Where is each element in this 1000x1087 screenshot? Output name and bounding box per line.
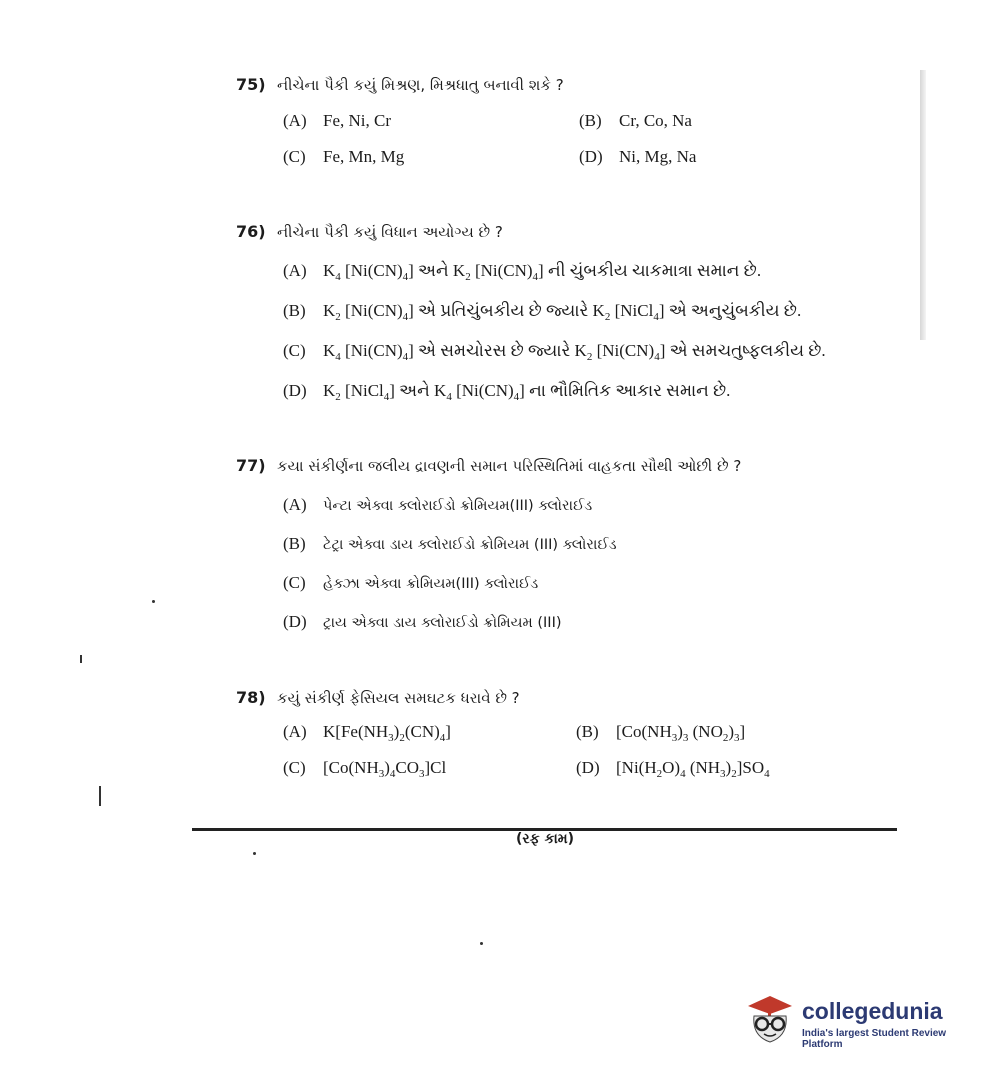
option-76-a [283,259,761,283]
option-text: Cr, Co, Na [619,111,692,130]
question-78 [236,686,520,710]
option-text: $K_4$ $[Ni(CN)_4]$ એ સમચોરસ છે જ્યારે $K_2$ $[Ni(CN)_4]$ એ સમચતુષ્ફલકીય છે. [323,341,826,363]
question-76 [236,220,503,244]
option-75-c [283,145,404,169]
option-label: (A) [283,111,307,130]
option-75-b [579,109,692,133]
option-label: (B) [576,722,599,741]
question-number: 78) [236,688,266,707]
option-label: (C) [283,758,306,777]
option-text: પેન્ટા એક્વા ક્લોરાઈડો ક્રોમિયમ(III) ક્લોરાઈડ [323,498,593,514]
question-text: નીચેના પૈકી કયું મિશ્રણ, મિશ્રધાતુ બનાવી શકે ? [276,76,564,94]
collegedunia-logo [742,992,967,1052]
scan-dot [152,600,155,603]
option-text: ટ્રાય એક્વા ડાય ક્લોરાઈડો ક્રોમિયમ (III) [323,615,562,631]
scan-edge-shadow [920,70,926,340]
option-label: (D) [576,758,600,777]
option-77-d [283,610,562,635]
option-text: Fe, Ni, Cr [323,111,391,130]
option-77-c [283,571,538,596]
question-number: 76) [236,222,266,241]
scan-mark [99,786,101,806]
option-label: (D) [283,381,307,400]
option-text: ટેટ્રા એક્વા ડાય ક્લોરાઈડો ક્રોમિયમ (III) ક્લોરાઈડ [323,537,617,553]
question-number: 75) [236,75,266,94]
option-label: (D) [283,612,307,631]
option-text: [$Co(NH_3)_3$ $(NO_2)_3$] [616,722,746,744]
option-label: (A) [283,495,307,514]
scan-dot [80,655,82,663]
option-78-b [576,720,745,744]
option-label: (B) [283,301,306,320]
option-label: (C) [283,147,306,166]
option-78-c [283,756,446,780]
option-76-d [283,379,730,403]
option-text: Fe, Mn, Mg [323,147,405,166]
option-label: (C) [283,573,306,592]
option-text: Ni, Mg, Na [619,147,697,166]
question-text: નીચેના પૈકી કયું વિધાન અયોગ્ય છે ? [276,223,503,241]
option-label: (B) [283,534,306,553]
option-text: $K_4$ $[Ni(CN)_4]$ અને $K_2$ $[Ni(CN)_4]$ ની ચુંબકીય ચાકમાત્રા સમાન છે. [323,261,762,283]
option-77-a [283,493,592,518]
option-75-a [283,109,391,133]
option-76-c [283,339,826,363]
option-text: [$Ni(H_2O)_4$ $(NH_3)_2]SO_4$ [616,758,770,780]
option-78-d [576,756,770,780]
logo-wordmark: collegedunia [802,998,943,1024]
logo-mascot-icon [742,992,798,1048]
option-label: (D) [579,147,603,166]
option-text: $[Co(NH_3)_4CO_3]Cl$ [323,758,447,780]
logo-tagline: India's largest Student Review Platform [802,1028,947,1050]
option-text: $K[Fe(NH_3)_2(CN)_4]$ [323,722,451,744]
option-label: (C) [283,341,306,360]
rough-work-label: (રફ કામ) [515,831,575,847]
option-label: (A) [283,722,307,741]
option-label: (B) [579,111,602,130]
scan-dot [253,852,256,855]
option-text: $K_2$ [NiCl$_4$] અને $K_4$ $[Ni(CN)_4]$ ના ભૌમિતિક આકાર સમાન છે. [323,381,731,403]
option-text: હેક્ઝા એક્વા ક્રોમિયમ(III) ક્લોરાઈડ [323,576,539,592]
option-75-d [579,145,696,169]
question-text: કયા સંકીર્ણના જલીય દ્રાવણની સમાન પરિસ્થિતિમાં વાહકતા સૌથી ઓછી છે ? [276,457,742,475]
option-77-b [283,532,617,557]
question-77 [236,454,741,478]
question-75 [236,73,564,97]
option-78-a [283,720,451,744]
question-text: કયું સંકીર્ણ ફેસિયલ સમઘટક ધરાવે છે ? [276,689,520,707]
scan-dot [480,942,483,945]
option-76-b [283,299,801,323]
option-text: $K_2$ $[Ni(CN)_4]$ એ પ્રતિચુંબકીય છે જ્યારે $K_2$ [NiCl$_4$] એ અનુચુંબકીય છે. [323,301,802,323]
option-label: (A) [283,261,307,280]
question-number: 77) [236,456,266,475]
